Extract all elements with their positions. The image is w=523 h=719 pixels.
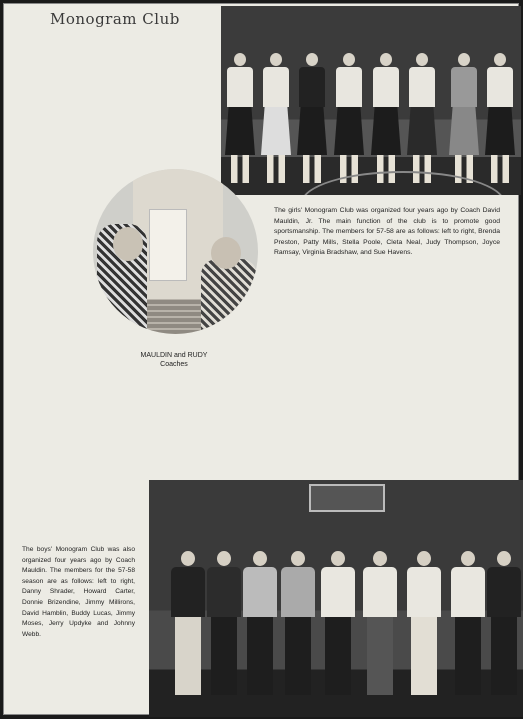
bulletin-paper — [149, 209, 187, 281]
boy-figure — [321, 551, 355, 695]
yearbook-page — [3, 3, 519, 715]
girls-caption: The girls' Monogram Club was organized four years ago by Coach David Mauldin, Jr. The main function of the club is to promote good sportsmanship. The members for 57-58 are as follows: left to right, Brenda Preston, Patty Mills, Stella Poole, Cleta Neal, Judy Thompson, Joyce Ramsay, Virginia Bradshaw, and Sue Havens. — [274, 207, 500, 256]
boy-figure — [487, 551, 521, 695]
girls-club-photo — [221, 6, 521, 195]
basketball-backboard — [309, 484, 385, 512]
girl-figure — [334, 53, 364, 183]
coaches-role: Coaches — [160, 361, 188, 368]
boy-figure — [407, 551, 441, 695]
boy-figure — [243, 551, 277, 695]
girl-figure — [371, 53, 401, 183]
boy-figure — [363, 551, 397, 695]
boy-figure — [451, 551, 485, 695]
girl-figure — [297, 53, 327, 183]
boy-figure — [207, 551, 241, 695]
girl-figure — [449, 53, 479, 183]
boys-caption: The boys' Monogram Club was also organized four years ago by Coach Mauldin. The members for the 57-58 season are as follows: left to right, Danny Shrader, Howard Carter, Donnie Brizendine, Jimmy Millirons, David Hamblin, Buddy Lucas, Jimmy Moses, Jerry Updyke and Johnny Webb. — [22, 546, 135, 638]
boy-figure — [281, 551, 315, 695]
girl-figure — [485, 53, 515, 183]
page-title: Monogram Club — [50, 10, 180, 28]
coaches-photo — [93, 169, 258, 334]
coach-rudy-figure — [201, 259, 257, 334]
girl-figure — [407, 53, 437, 183]
girl-figure — [225, 53, 255, 183]
coaches-names: MAULDIN and RUDY — [140, 352, 208, 359]
coaches-caption — [104, 351, 244, 369]
boys-club-photo — [149, 480, 523, 717]
boy-figure — [171, 551, 205, 695]
girl-figure — [261, 53, 291, 183]
